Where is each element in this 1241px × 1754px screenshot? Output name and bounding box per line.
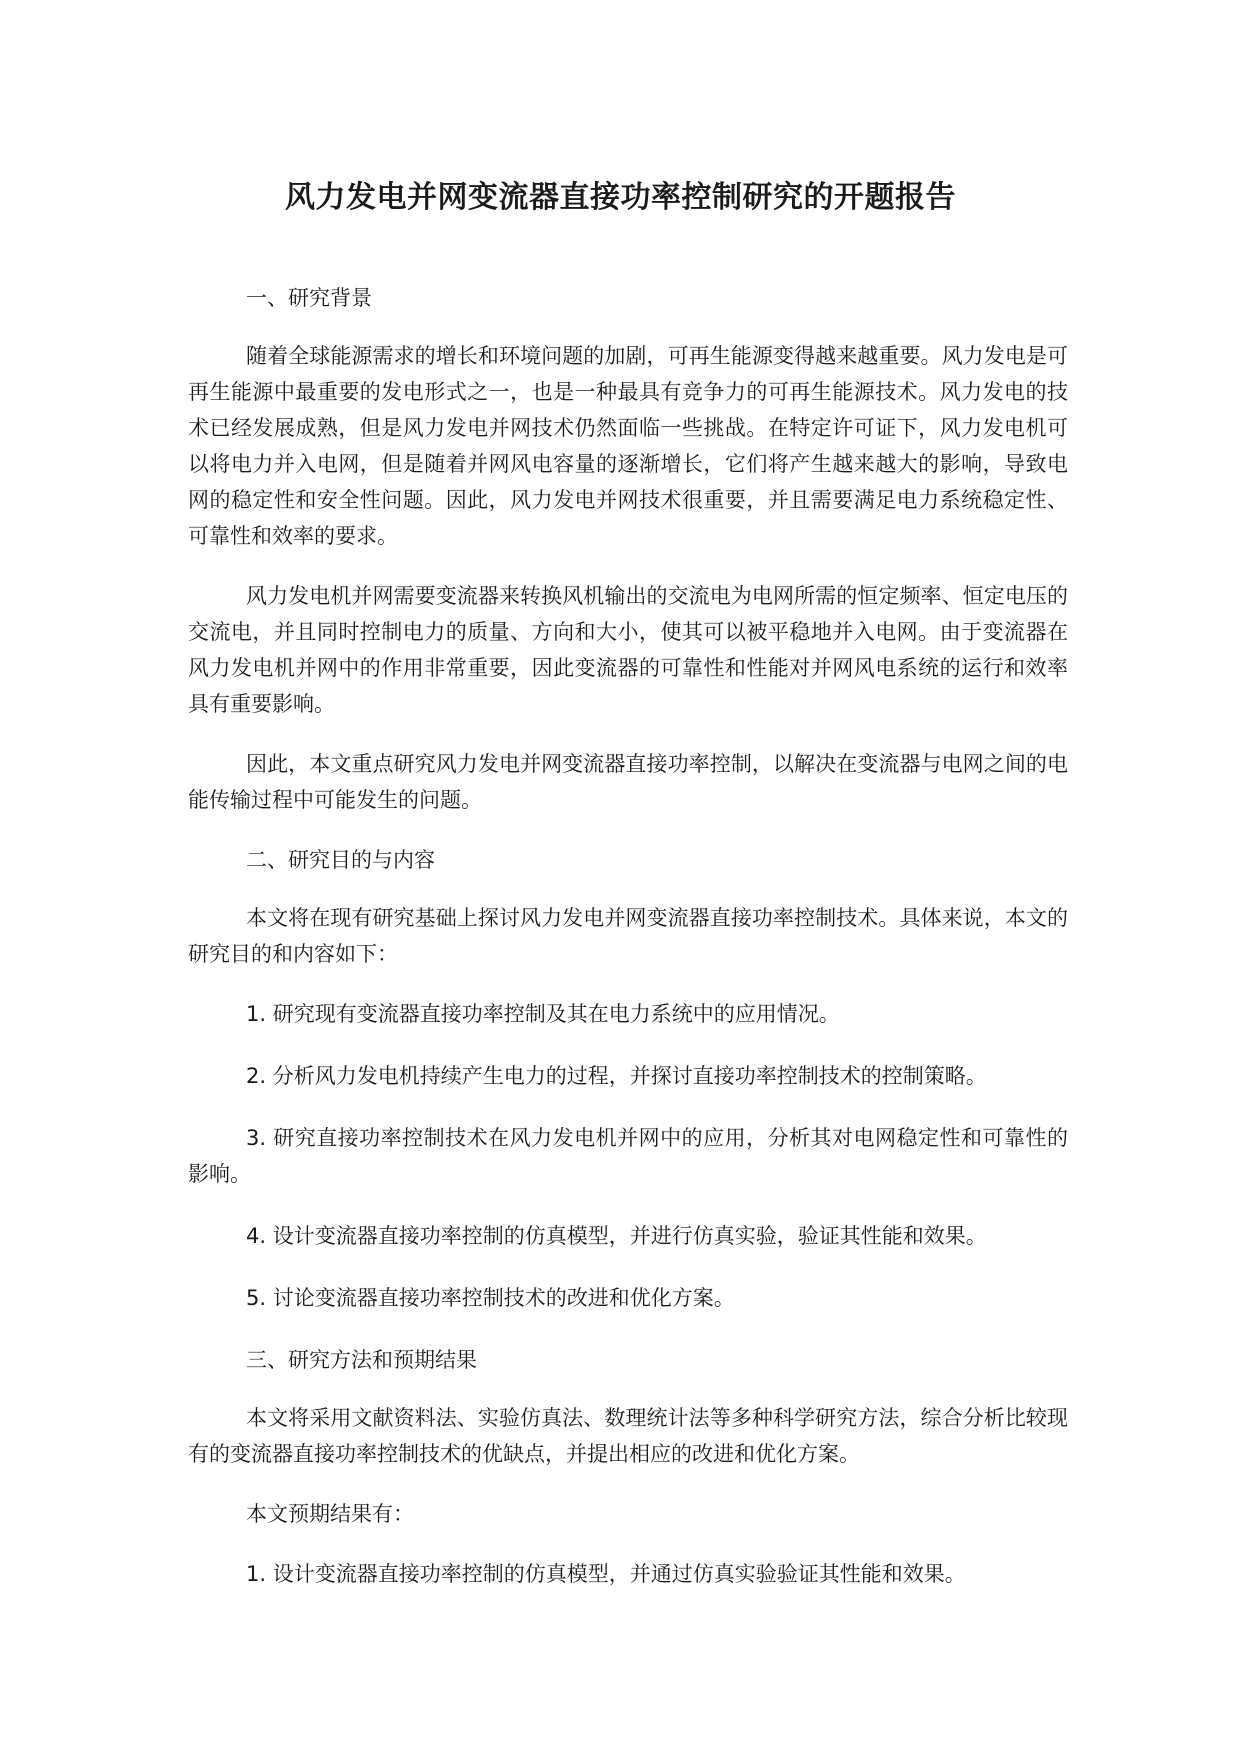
list-item: 1. 设计变流器直接功率控制的仿真模型，并通过仿真实验验证其性能和效果。: [246, 1562, 966, 1586]
list-item: 1. 研究现有变流器直接功率控制及其在电力系统中的应用情况。: [246, 1002, 840, 1026]
list-item: 3. 研究直接功率控制技术在风力发电机并网中的应用，分析其对电网稳定性和可靠性的影响。: [188, 1126, 1068, 1186]
paragraph: 因此，本文重点研究风力发电并网变流器直接功率控制，以解决在变流器与电网之间的电能传输过程中可能发生的问题。: [188, 752, 1068, 812]
paragraph: 风力发电机并网需要变流器来转换风机输出的交流电为电网所需的恒定频率、恒定电压的交流电，并且同时控制电力的质量、方向和大小，使其可以被平稳地并入电网。由于变流器在风力发电机并网中的作用非常重要，因此变流器的可靠性和性能对并网风电系统的运行和效率具有重要影响。: [188, 584, 1068, 716]
section-heading-objectives: 二、研究目的与内容: [246, 848, 435, 872]
document-title: 风力发电并网变流器直接功率控制研究的开题报告: [285, 180, 956, 215]
paragraph: 随着全球能源需求的增长和环境问题的加剧，可再生能源变得越来越重要。风力发电是可再生能源中最重要的发电形式之一，也是一种最具有竞争力的可再生能源技术。风力发电的技术已经发展成熟，但是风力发电并网技术仍然面临一些挑战。在特定许可证下，风力发电机可以将电力并入电网，但是随着并网风电容量的逐渐增长，它们将产生越来越大的影响，导致电网的稳定性和安全性问题。因此，风力发电并网技术很重要，并且需要满足电力系统稳定性、可靠性和效率的要求。: [188, 344, 1068, 548]
paragraph: 本文将在现有研究基础上探讨风力发电并网变流器直接功率控制技术。具体来说，本文的研究目的和内容如下：: [188, 906, 1068, 966]
list-item: 2. 分析风力发电机持续产生电力的过程，并探讨直接功率控制技术的控制策略。: [246, 1064, 987, 1088]
paragraph: 本文将采用文献资料法、实验仿真法、数理统计法等多种科学研究方法，综合分析比较现有的变流器直接功率控制技术的优缺点，并提出相应的改进和优化方案。: [188, 1406, 1068, 1466]
list-item: 5. 讨论变流器直接功率控制技术的改进和优化方案。: [246, 1286, 735, 1310]
document-body: [188, 280, 1068, 1618]
section-heading-methods: 三、研究方法和预期结果: [246, 1348, 477, 1372]
paragraph: 本文预期结果有：: [246, 1502, 414, 1526]
section-heading-background: 一、研究背景: [246, 286, 372, 310]
list-item: 4. 设计变流器直接功率控制的仿真模型，并进行仿真实验，验证其性能和效果。: [246, 1224, 987, 1248]
